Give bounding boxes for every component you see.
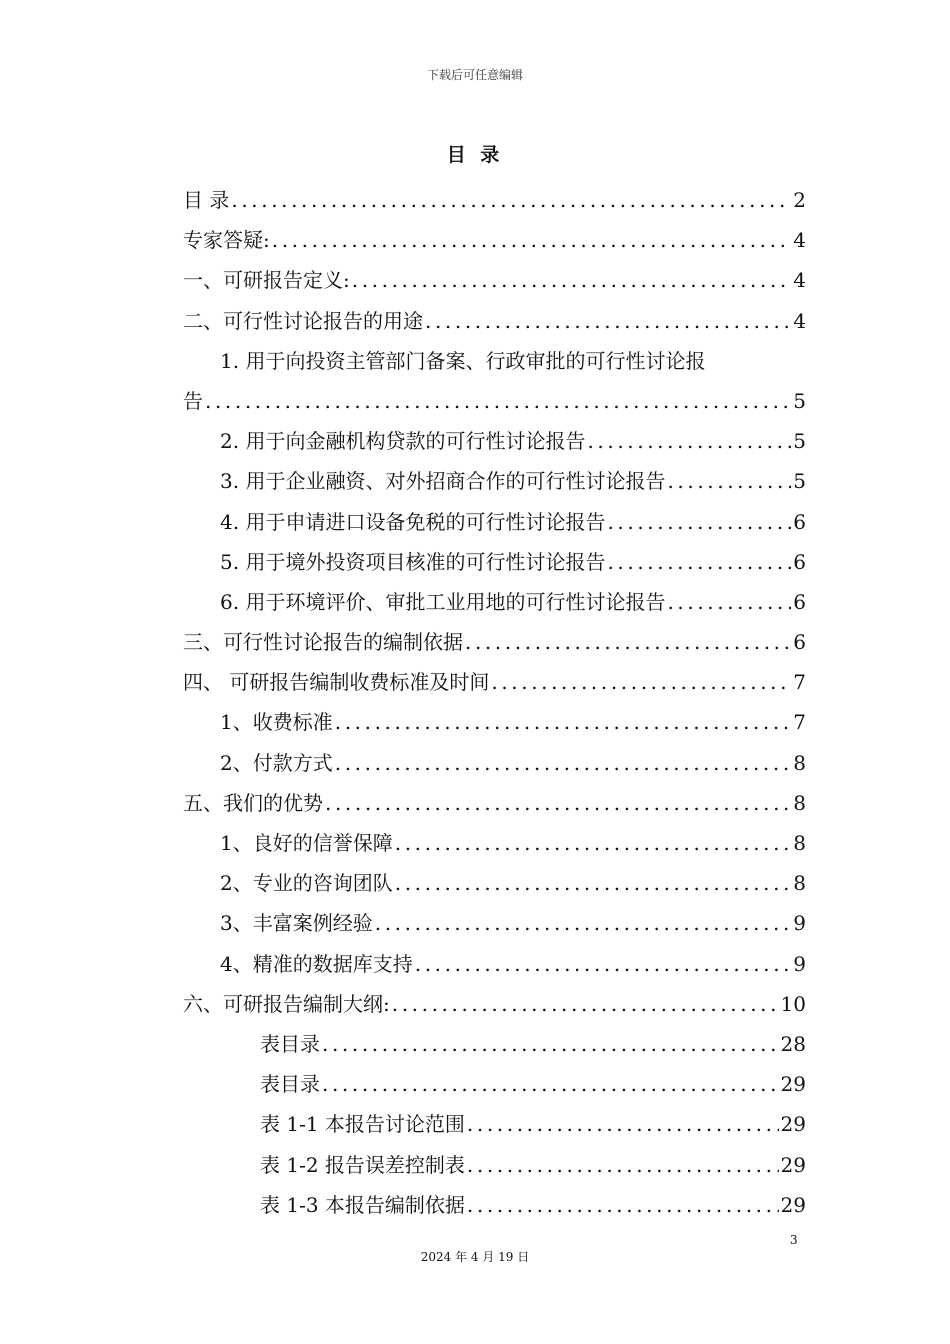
toc-entry-label: 3. 用于企业融资、对外招商合作的可行性讨论报告 <box>220 469 666 494</box>
toc-entry-page: 6 <box>793 589 806 614</box>
toc-dot-leader <box>350 260 792 300</box>
toc-dot-leader <box>665 461 791 501</box>
toc-entry-page: 6 <box>793 509 806 534</box>
toc-entry[interactable] <box>183 1185 806 1225</box>
toc-dot-leader <box>270 220 792 260</box>
toc-dot-leader <box>323 783 791 823</box>
toc-entry-page: 5 <box>793 469 806 494</box>
toc-entry[interactable] <box>183 260 806 300</box>
toc-entry-page: 29 <box>780 1152 806 1177</box>
toc-entry-page: 5 <box>793 429 806 454</box>
toc-entry-label-continued: 告 <box>183 388 203 413</box>
toc-title: 目 录 <box>446 144 504 166</box>
toc-entry-label: 5. 用于境外投资项目核准的可行性讨论报告 <box>220 549 606 574</box>
toc-dot-leader <box>423 301 791 341</box>
toc-dot-leader <box>390 984 779 1024</box>
toc-dot-leader <box>489 662 791 702</box>
toc-entry-page: 7 <box>793 670 806 695</box>
table-of-contents <box>183 180 806 1225</box>
toc-entry[interactable] <box>183 984 806 1024</box>
toc-dot-leader <box>333 702 792 742</box>
toc-entry[interactable] <box>183 502 806 542</box>
toc-entry-page: 29 <box>780 1072 806 1097</box>
toc-entry-label: 五、我们的优势 <box>183 790 323 815</box>
toc-entry-label: 表 1-1 本报告讨论范围 <box>260 1112 465 1137</box>
toc-dot-leader <box>229 180 791 220</box>
page-header: 下载后可任意编辑 <box>426 68 523 82</box>
page-number: 3 <box>790 1233 798 1247</box>
toc-entry[interactable] <box>183 863 806 903</box>
toc-entry-page: 29 <box>780 1112 806 1137</box>
toc-entry[interactable] <box>183 622 806 662</box>
toc-entry-label: 3、丰富案例经验 <box>220 911 373 936</box>
toc-entry-label: 四、 可研报告编制收费标准及时间 <box>183 670 490 695</box>
toc-entry[interactable] <box>183 823 806 863</box>
toc-entry-page: 10 <box>780 991 806 1016</box>
toc-dot-leader <box>393 863 792 903</box>
toc-entry[interactable] <box>183 1145 806 1185</box>
toc-entry[interactable] <box>183 944 806 984</box>
toc-entry-page: 8 <box>793 750 806 775</box>
toc-dot-leader <box>333 743 792 783</box>
toc-entry[interactable] <box>183 783 806 823</box>
toc-entry[interactable] <box>183 220 806 260</box>
toc-dot-leader <box>393 823 792 863</box>
toc-entry-page: 9 <box>793 951 806 976</box>
toc-entry-page: 7 <box>793 710 806 735</box>
toc-entry[interactable] <box>183 743 806 783</box>
toc-entry-label: 专家答疑: <box>183 228 270 253</box>
toc-dot-leader <box>320 1024 779 1064</box>
toc-entry[interactable] <box>183 461 806 501</box>
toc-entry-page: 8 <box>793 831 806 855</box>
toc-entry-page: 6 <box>793 549 806 574</box>
toc-entry[interactable] <box>183 662 806 702</box>
toc-dot-leader <box>605 542 791 582</box>
toc-entry[interactable] <box>183 381 806 421</box>
toc-entry-label: 2、专业的咨询团队 <box>220 871 393 896</box>
toc-entry[interactable] <box>183 542 806 582</box>
toc-dot-leader <box>320 1064 779 1104</box>
toc-entry-label: 4、精准的数据库支持 <box>220 951 413 976</box>
toc-entry-label: 表 1-2 报告误差控制表 <box>260 1152 465 1177</box>
toc-entry[interactable] <box>183 582 806 622</box>
toc-dot-leader <box>465 1145 779 1185</box>
toc-dot-leader <box>585 421 791 461</box>
toc-entry-label: 2. 用于向金融机构贷款的可行性讨论报告 <box>220 429 586 454</box>
toc-entry-label: 2、付款方式 <box>220 750 333 775</box>
toc-entry-page: 28 <box>780 1031 806 1056</box>
toc-dot-leader <box>203 381 791 421</box>
toc-entry-page: 4 <box>793 308 806 333</box>
toc-entry[interactable] <box>183 1064 806 1104</box>
toc-entry-label: 二、可行性讨论报告的用途 <box>183 308 423 333</box>
toc-entry-page: 4 <box>793 268 806 293</box>
toc-entry-page: 5 <box>793 388 806 413</box>
toc-entry-page: 9 <box>793 911 806 936</box>
toc-dot-leader <box>665 582 791 622</box>
toc-entry-page: 8 <box>793 871 806 896</box>
toc-dot-leader <box>465 1104 779 1144</box>
toc-entry-label: 目 录 <box>183 188 230 212</box>
toc-entry-label: 表目录 <box>260 1072 320 1097</box>
toc-entry[interactable] <box>183 1024 806 1064</box>
toc-entry-page: 2 <box>793 188 806 212</box>
toc-entry-label: 表目录 <box>260 1031 320 1056</box>
toc-entry-label: 1. 用于向投资主管部门备案、行政审批的可行性讨论报 <box>220 348 706 373</box>
toc-entry-label: 六、可研报告编制大纲: <box>183 991 390 1016</box>
toc-dot-leader <box>463 622 791 662</box>
toc-entry-page: 8 <box>793 790 806 815</box>
toc-entry-label: 4. 用于申请进口设备免税的可行性讨论报告 <box>220 509 606 534</box>
toc-entry-label: 1、收费标准 <box>220 710 333 735</box>
toc-dot-leader <box>605 502 791 542</box>
footer-date: 2024 年 4 月 19 日 <box>420 1250 530 1264</box>
toc-entry[interactable] <box>183 1104 806 1144</box>
toc-entry-label: 表 1-3 本报告编制依据 <box>260 1192 465 1217</box>
toc-entry-page: 4 <box>793 228 806 253</box>
toc-entry-label: 1、良好的信誉保障 <box>220 831 393 855</box>
toc-entry[interactable] <box>183 421 806 461</box>
toc-entry[interactable] <box>183 702 806 742</box>
toc-entry-wrap-line[interactable] <box>183 341 806 381</box>
toc-entry-page: 6 <box>793 630 806 655</box>
toc-entry-label: 6. 用于环境评价、审批工业用地的可行性讨论报告 <box>220 589 666 614</box>
toc-entry-page: 29 <box>780 1192 806 1217</box>
toc-entry[interactable] <box>183 301 806 341</box>
toc-dot-leader <box>465 1185 779 1225</box>
toc-entry[interactable] <box>183 180 806 220</box>
toc-entry[interactable] <box>183 903 806 943</box>
toc-dot-leader <box>373 903 792 943</box>
toc-entry-label: 三、可行性讨论报告的编制依据 <box>183 630 463 655</box>
toc-entry-label: 一、可研报告定义: <box>183 268 350 293</box>
toc-dot-leader <box>413 944 792 984</box>
